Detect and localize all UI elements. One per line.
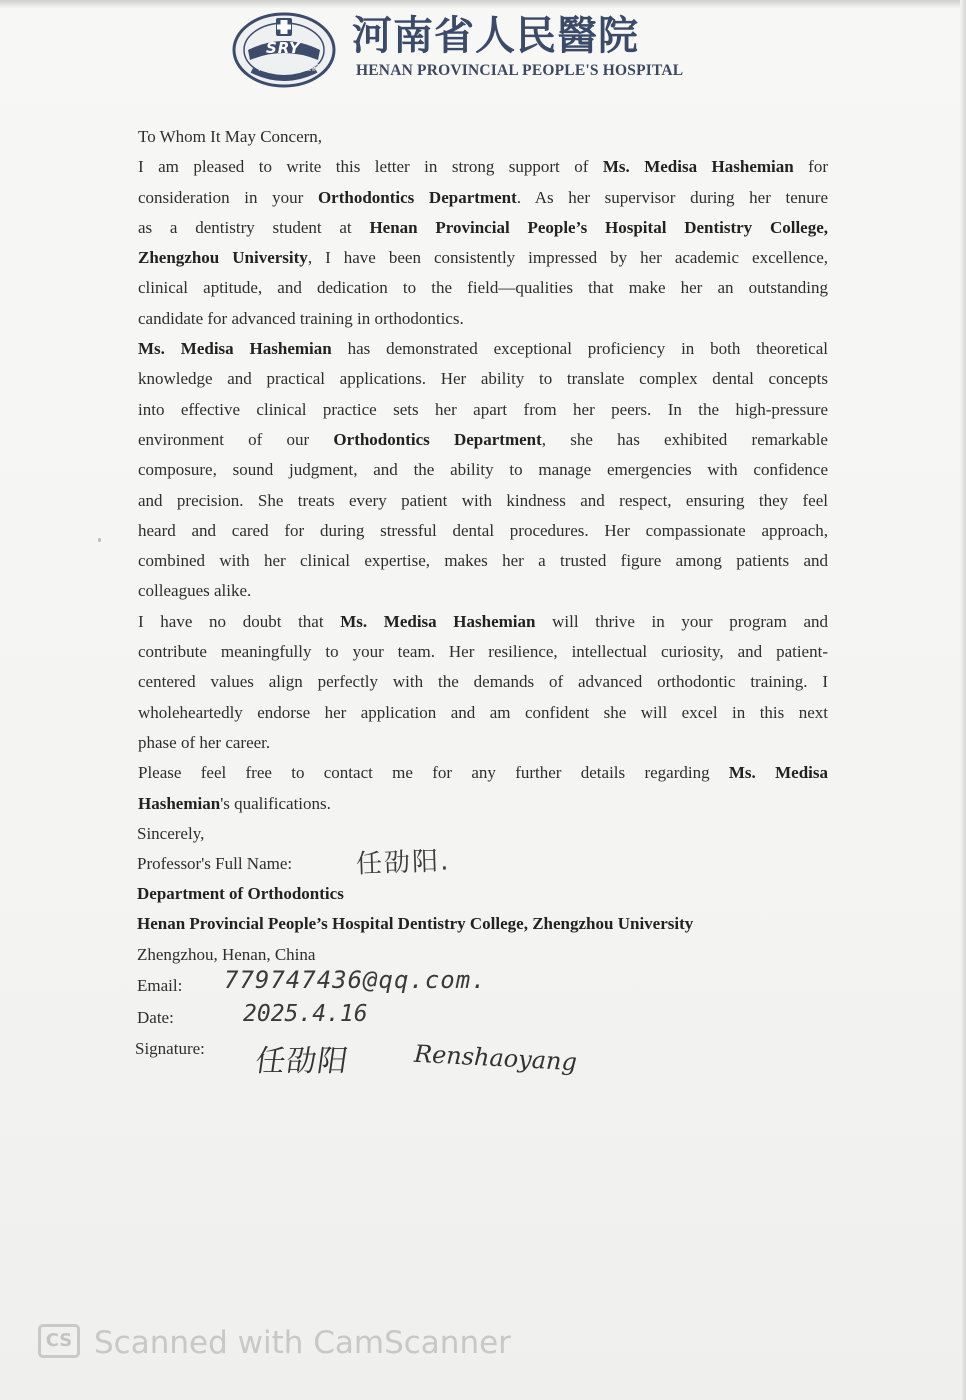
paragraph-1-line xyxy=(138,243,828,273)
text: 's qualifications. xyxy=(220,793,331,813)
closing-sincerely: Sincerely, xyxy=(137,824,205,843)
location-line: Zhengzhou, Henan, China xyxy=(137,945,316,964)
paragraph-4-line xyxy=(138,789,828,819)
candidate-name: Ms. Medisa xyxy=(728,763,828,783)
candidate-name: Ms. Medisa Hashemian xyxy=(138,339,332,359)
paragraph-2-line xyxy=(138,425,828,455)
paragraph-3-line: phase of her career. xyxy=(138,732,271,752)
institution-text: Henan Provincial People’s Hospital Dentistry College, Zhengzhou University xyxy=(137,914,694,933)
paragraph-2-line: heard and cared for during stressful dental procedures. Her compassionate approach, xyxy=(138,520,828,540)
text: as a dentistry student at xyxy=(138,217,370,237)
email-handwritten: 779747436@qq.com. xyxy=(224,966,487,994)
text: , she has exhibited remarkable xyxy=(541,429,828,449)
professor-name-label: Professor's Full Name: xyxy=(137,854,293,873)
salutation: To Whom It May Concern, xyxy=(138,127,323,146)
candidate-name: Ms. Medisa Hashemian xyxy=(340,611,536,631)
paragraph-2-line: into effective clinical practice sets her apart from her peers. In the high-pressure xyxy=(138,399,828,419)
paragraph-2-line: colleagues alike. xyxy=(138,581,252,601)
department-name: Orthodontics Department xyxy=(317,187,517,207)
paragraph-1-line xyxy=(138,183,828,213)
paragraph-3-line: contribute meaningfully to your team. Her resilience, intellectual curiosity, and patient- xyxy=(138,642,828,662)
watermark-text: Scanned with CamScanner xyxy=(94,1325,511,1361)
text: . As her supervisor during her tenure xyxy=(516,187,828,207)
paragraph-2-line: knowledge and practical applications. Her ability to translate complex dental concepts xyxy=(138,369,828,389)
department-line xyxy=(137,883,344,905)
paragraph-3-line xyxy=(138,607,828,637)
candidate-name: Ms. Medisa Hashemian xyxy=(602,157,794,177)
date-label: Date: xyxy=(137,1008,174,1027)
paragraph-1-line xyxy=(138,152,828,182)
department-name: Orthodontics Department xyxy=(333,429,542,449)
text: for xyxy=(793,157,828,177)
text: I am pleased to write this letter in strong support of xyxy=(138,157,603,177)
letter-body xyxy=(138,122,828,819)
paragraph-4-line xyxy=(138,758,828,788)
signature-chinese-handwritten: 任劭阳 xyxy=(253,1044,351,1079)
text: has demonstrated exceptional proficiency in both theoretical xyxy=(331,339,828,359)
signature-label: Signature: xyxy=(135,1039,205,1058)
hospital-name-english: HENAN PROVINCIAL PEOPLE'S HOSPITAL xyxy=(356,62,684,79)
camscanner-logo-icon: CS xyxy=(38,1324,80,1358)
paragraph-2-line xyxy=(138,334,828,364)
paragraph-1-line xyxy=(138,213,828,243)
scan-right-edge xyxy=(960,0,966,1400)
paragraph-2-line: and precision. She treats every patient with kindness and respect, ensuring they feel xyxy=(138,490,828,510)
text: I have no doubt that xyxy=(138,611,341,631)
scan-speck xyxy=(98,538,101,542)
scan-top-edge xyxy=(0,0,966,8)
university-name: Zhengzhou University xyxy=(138,248,308,268)
department-text: Department of Orthodontics xyxy=(137,884,344,903)
text: Please feel free to contact me for any further details regarding xyxy=(138,763,729,783)
email-label: Email: xyxy=(137,976,183,995)
paragraph-2-line: combined with her clinical expertise, makes her a trusted figure among patients and xyxy=(138,551,828,571)
text: consideration in your xyxy=(138,187,318,207)
paragraph-3-line: centered values align perfectly with the demands of advanced orthodontic training. I xyxy=(138,672,828,692)
paragraph-3-line: wholeheartedly endorse her application and am confident she will excel in this next xyxy=(138,702,828,722)
logo-ring-text: 河南省人民医院 xyxy=(258,63,321,72)
date-handwritten: 2025.4.16 xyxy=(243,1001,368,1027)
text: environment of our xyxy=(138,429,334,449)
signature-pinyin-handwritten: Renshaoyang xyxy=(413,1039,578,1077)
logo-text: SRY xyxy=(266,39,301,57)
professor-name-handwritten: 任劭阳. xyxy=(355,846,451,880)
paragraph-1-line: candidate for advanced training in orthodontics. xyxy=(138,308,464,328)
paragraph-1-line: clinical aptitude, and dedication to the field—qualities that make her an outstanding xyxy=(138,278,828,298)
institution-name: Henan Provincial People’s Hospital Dentistry College, xyxy=(369,217,829,237)
institution-line xyxy=(137,913,693,935)
hospital-name-chinese: 河南省人民醫院 xyxy=(352,13,639,59)
paragraph-2-line: composure, sound judgment, and the ability to manage emergencies with confidence xyxy=(138,460,828,480)
candidate-surname: Hashemian xyxy=(138,793,221,813)
text: , I have been consistently impressed by her academic excellence, xyxy=(307,248,828,268)
text: will thrive in your program and xyxy=(535,611,829,631)
